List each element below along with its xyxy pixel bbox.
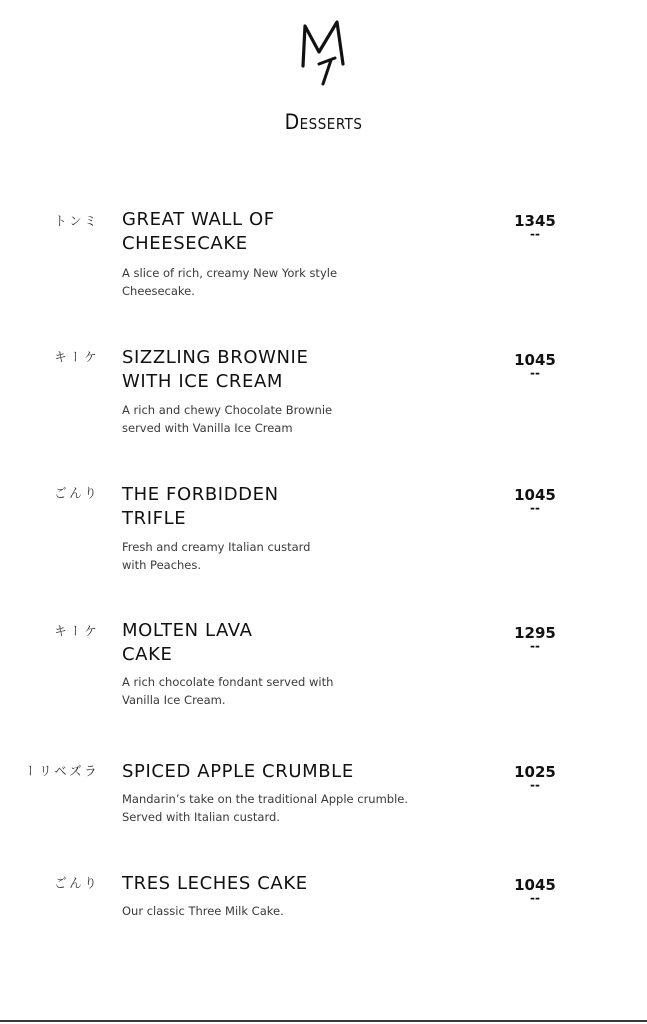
item-description-line1: A rich chocolate fondant served with (122, 675, 334, 689)
item-kana: ケーキ (51, 350, 96, 364)
item-description-line1: Mandarin’s take on the traditional Apple crumble. (122, 792, 409, 806)
item-kana: ケーキ (51, 624, 96, 638)
item-price (505, 212, 565, 241)
item-price (505, 876, 565, 905)
item-name-line1: SIZZLING BROWNIE (122, 347, 309, 368)
item-name-line1: MOLTEN LAVA (122, 620, 253, 641)
item-description-line1: Our classic Three Milk Cake. (122, 904, 284, 918)
item-name-line1: TRES LECHES CAKE (122, 873, 308, 894)
price-dash: -- (530, 227, 540, 241)
price-dash: -- (530, 366, 540, 380)
price-value: 1025 (514, 763, 556, 781)
price-dash: -- (530, 778, 540, 792)
item-kana: ラズベリー (21, 764, 96, 778)
item-kana: りんご (51, 876, 96, 890)
price-value: 1295 (514, 624, 556, 642)
item-description-line2: Vanilla Ice Cream. (122, 693, 226, 707)
price-value: 1345 (514, 212, 556, 230)
item-name-line2: TRIFLE (122, 508, 187, 529)
item-kana: ミント (51, 214, 96, 228)
item-description-line2: served with Vanilla Ice Cream (122, 421, 293, 435)
item-name-line2: WITH ICE CREAM (122, 371, 284, 392)
price-dash: -- (530, 501, 540, 515)
item-price (505, 351, 565, 380)
item-price (505, 763, 565, 792)
section-title: Desserts (284, 110, 363, 134)
item-name-line1: GREAT WALL OF (122, 209, 275, 230)
item-description-line1: Fresh and creamy Italian custard (122, 540, 311, 554)
item-description-line2: with Peaches. (122, 558, 202, 572)
price-dash: -- (530, 639, 540, 653)
item-name-line2: CAKE (122, 644, 173, 665)
footer-divider (0, 1020, 647, 1022)
item-description-line1: A rich and chewy Chocolate Brownie (122, 403, 333, 417)
item-description-line2: Served with Italian custard. (122, 810, 280, 824)
item-description-line2: Cheesecake. (122, 284, 195, 298)
item-price (505, 624, 565, 653)
price-value: 1045 (514, 876, 556, 894)
item-name-line2: CHEESECAKE (122, 233, 248, 254)
item-price (505, 486, 565, 515)
item-name-line1: THE FORBIDDEN (122, 484, 279, 505)
item-name-line1: SPICED APPLE CRUMBLE (122, 761, 354, 782)
price-dash: -- (530, 891, 540, 905)
price-value: 1045 (514, 351, 556, 369)
item-kana: りんご (51, 486, 96, 500)
item-description-line1: A slice of rich, creamy New York style (122, 266, 338, 280)
price-value: 1045 (514, 486, 556, 504)
brand-logo (297, 14, 353, 90)
